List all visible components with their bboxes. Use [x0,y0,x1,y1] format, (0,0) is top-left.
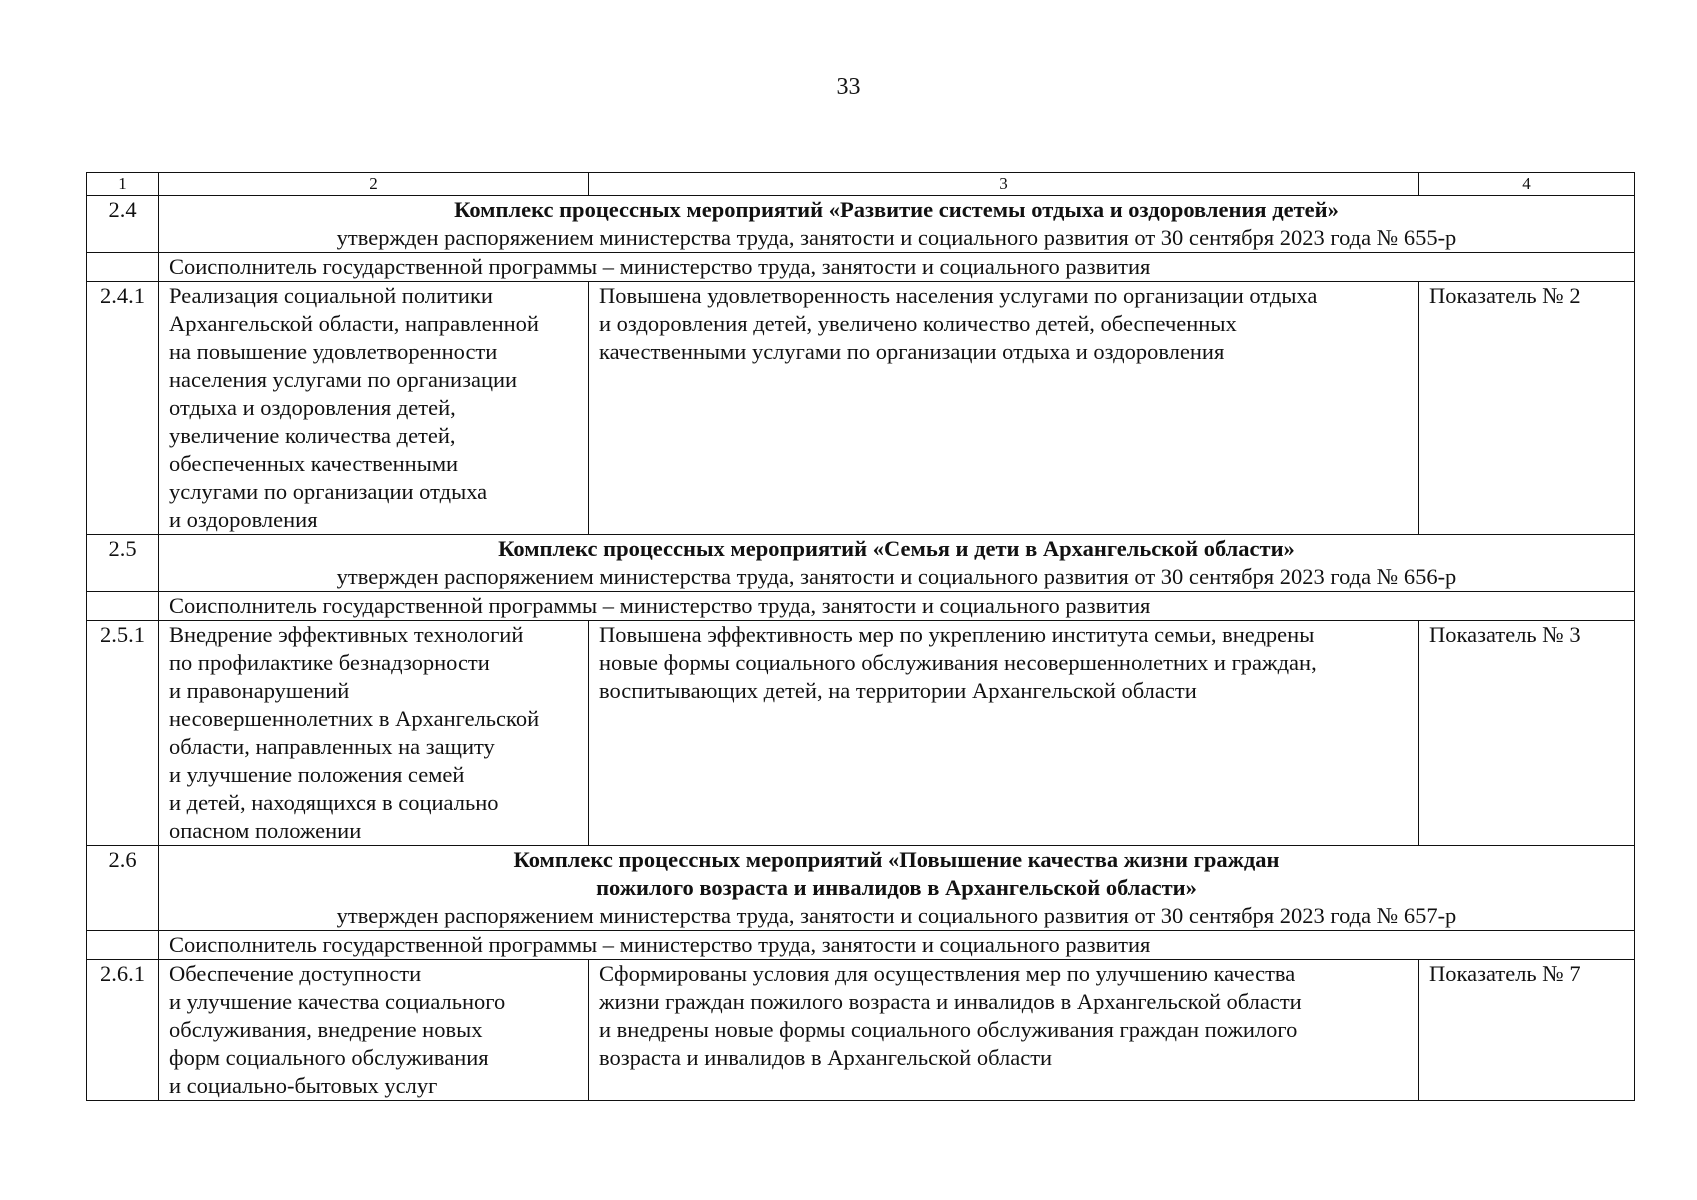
result-line: и внедрены новые формы социального обслуживания граждан пожилого [599,1017,1298,1042]
coexecutor: Соисполнитель государственной программы – министерство труда, занятости и социального развития [159,253,1635,282]
coexecutor: Соисполнитель государственной программы – министерство труда, занятости и социального развития [159,592,1635,621]
section-approval: утвержден распоряжением министерства труда, занятости и социального развития от 30 сентября 2023 года № 656-р [336,564,1457,589]
task-cell [159,621,589,846]
indicator: Показатель № 7 [1419,960,1635,1101]
section-title: пожилого возраста и инвалидов в Архангельской области» [596,875,1197,900]
result-line: Сформированы условия для осуществления мер по улучшению качества [599,961,1296,986]
task-line: Реализация социальной политики [169,283,493,308]
column-number: 2 [159,173,589,196]
task-cell [159,960,589,1101]
task-line: услугами по организации отдыха [169,479,488,504]
result-line: новые формы социального обслуживания несовершеннолетних и граждан, [599,650,1317,675]
section-title: Комплекс процессных мероприятий «Повышение качества жизни граждан [513,847,1280,872]
task-line: несовершеннолетних в Архангельской [169,706,540,731]
task-line: и оздоровления [169,507,318,532]
section-approval: утвержден распоряжением министерства труда, занятости и социального развития от 30 сентября 2023 года № 657-р [336,903,1457,928]
section-header-row [87,196,1635,253]
task-line: Внедрение эффективных технологий [169,622,524,647]
section-number: 2.4 [87,196,159,253]
task-line: отдыха и оздоровления детей, [169,395,456,420]
task-line: на повышение удовлетворенности [169,339,498,364]
section-title: Комплекс процессных мероприятий «Развитие системы отдыха и оздоровления детей» [454,197,1339,222]
program-table [86,172,1635,1101]
result-cell [589,621,1419,846]
task-line: и улучшение качества социального [169,989,506,1014]
task-line: обслуживания, внедрение новых [169,1017,483,1042]
task-line: и улучшение положения семей [169,762,465,787]
result-cell [589,960,1419,1101]
task-cell [159,282,589,535]
coexecutor-row [87,931,1635,960]
section-number: 2.5 [87,535,159,592]
result-line: воспитывающих детей, на территории Архангельской области [599,678,1197,703]
coexecutor-row [87,592,1635,621]
task-line: области, направленных на защиту [169,734,495,759]
column-number-row [87,173,1635,196]
task-line: опасном положении [169,818,362,843]
result-line: жизни граждан пожилого возраста и инвалидов в Архангельской области [599,989,1302,1014]
section-title-cell [159,535,1635,592]
section-number: 2.6 [87,846,159,931]
task-line: увеличение количества детей, [169,423,456,448]
row-number: 2.4.1 [87,282,159,535]
section-title-cell [159,196,1635,253]
column-number: 4 [1419,173,1635,196]
result-line: возраста и инвалидов в Архангельской области [599,1045,1053,1070]
section-header-row [87,846,1635,931]
result-line: и оздоровления детей, увеличено количество детей, обеспеченных [599,311,1237,336]
task-line: населения услугами по организации [169,367,518,392]
task-line: обеспеченных качественными [169,451,459,476]
task-line: и детей, находящихся в социально [169,790,499,815]
column-number: 3 [589,173,1419,196]
column-number: 1 [87,173,159,196]
task-line: и правонарушений [169,678,350,703]
section-title: Комплекс процессных мероприятий «Семья и дети в Архангельской области» [498,536,1295,561]
result-cell [589,282,1419,535]
indicator: Показатель № 2 [1419,282,1635,535]
task-line: Архангельской области, направленной [169,311,539,336]
coexecutor-row [87,253,1635,282]
empty-number-cell [87,931,159,960]
row-number: 2.6.1 [87,960,159,1101]
coexecutor: Соисполнитель государственной программы – министерство труда, занятости и социального развития [159,931,1635,960]
indicator: Показатель № 3 [1419,621,1635,846]
row-number: 2.5.1 [87,621,159,846]
result-line: качественными услугами по организации отдыха и оздоровления [599,339,1225,364]
table-row [87,960,1635,1101]
page-number: 33 [836,74,861,100]
task-line: и социально-бытовых услуг [169,1073,438,1098]
section-header-row [87,535,1635,592]
task-line: форм социального обслуживания [169,1045,489,1070]
task-line: по профилактике безнадзорности [169,650,490,675]
table-row [87,282,1635,535]
empty-number-cell [87,592,159,621]
task-line: Обеспечение доступности [169,961,422,986]
section-title-cell [159,846,1635,931]
section-approval: утвержден распоряжением министерства труда, занятости и социального развития от 30 сентября 2023 года № 655-р [336,225,1457,250]
result-line: Повышена удовлетворенность населения услугами по организации отдыха [599,283,1318,308]
table-row [87,621,1635,846]
result-line: Повышена эффективность мер по укреплению института семьи, внедрены [599,622,1315,647]
empty-number-cell [87,253,159,282]
